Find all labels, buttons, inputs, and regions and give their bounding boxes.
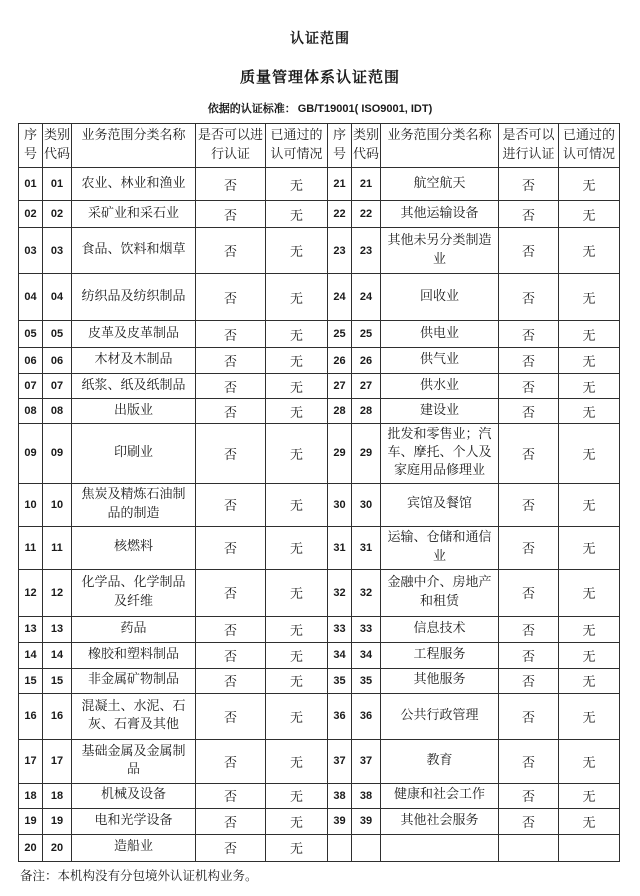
scope-name-cell: 建设业 <box>381 399 499 424</box>
header-scope-name-left: 业务范围分类名称 <box>72 124 196 168</box>
certifiable-cell: 否 <box>196 526 266 569</box>
serial-no-cell: 02 <box>19 201 43 228</box>
scope-name-cell: 工程服务 <box>381 642 499 668</box>
table-body <box>19 168 620 862</box>
scope-name-cell: 农业、林业和渔业 <box>72 168 196 201</box>
header-accreditation-right: 已通过的认可情况 <box>559 124 620 168</box>
accreditation-cell: 无 <box>266 808 328 834</box>
accreditation-cell: 无 <box>559 483 620 526</box>
serial-no-cell: 14 <box>19 642 43 668</box>
standard-label: 依据的认证标准： <box>207 102 296 115</box>
certifiable-cell: 否 <box>499 783 559 808</box>
accreditation-cell: 无 <box>266 483 328 526</box>
scope-name-cell: 化学品、化学制品及纤维 <box>72 569 196 616</box>
table-row <box>19 168 620 201</box>
serial-no-cell: 08 <box>19 399 43 424</box>
accreditation-cell: 无 <box>266 693 328 739</box>
accreditation-cell: 无 <box>559 668 620 693</box>
category-code-cell: 27 <box>352 374 381 399</box>
serial-no-cell: 34 <box>328 642 352 668</box>
serial-no-cell: 06 <box>19 348 43 374</box>
certifiable-cell: 否 <box>499 642 559 668</box>
certifiable-cell: 否 <box>499 808 559 834</box>
serial-no-cell: 37 <box>328 739 352 783</box>
category-code-cell: 20 <box>43 834 72 861</box>
accreditation-cell: 无 <box>559 201 620 228</box>
certifiable-cell: 否 <box>196 834 266 861</box>
serial-no-cell: 04 <box>19 274 43 321</box>
scope-name-cell: 供水业 <box>381 374 499 399</box>
accreditation-cell: 无 <box>266 348 328 374</box>
certifiable-cell: 否 <box>499 739 559 783</box>
accreditation-cell: 无 <box>559 642 620 668</box>
accreditation-cell: 无 <box>559 526 620 569</box>
scope-name-cell: 其他社会服务 <box>381 808 499 834</box>
scope-name-cell: 基础金属及金属制品 <box>72 739 196 783</box>
scope-name-cell: 航空航天 <box>381 168 499 201</box>
certifiable-cell: 否 <box>499 348 559 374</box>
certification-scope-table <box>18 123 620 862</box>
serial-no-cell: 39 <box>328 808 352 834</box>
category-code-cell: 38 <box>352 783 381 808</box>
scope-name-cell: 药品 <box>72 616 196 642</box>
certifiable-cell: 否 <box>499 483 559 526</box>
serial-no-cell: 15 <box>19 668 43 693</box>
table-row <box>19 642 620 668</box>
category-code-cell: 12 <box>43 569 72 616</box>
certifiable-cell: 否 <box>196 642 266 668</box>
standard-line <box>0 100 640 116</box>
accreditation-cell: 无 <box>266 228 328 274</box>
serial-no-cell: 24 <box>328 274 352 321</box>
serial-no-cell: 25 <box>328 321 352 348</box>
category-code-cell: 32 <box>352 569 381 616</box>
scope-name-cell: 其他未另分类制造业 <box>381 228 499 274</box>
certifiable-cell: 否 <box>499 168 559 201</box>
serial-no-cell: 20 <box>19 834 43 861</box>
certifiable-cell: 否 <box>196 783 266 808</box>
scope-name-cell: 食品、饮料和烟草 <box>72 228 196 274</box>
certifiable-cell: 否 <box>499 668 559 693</box>
accreditation-cell: 无 <box>266 668 328 693</box>
scope-name-cell: 批发和零售业；汽车、摩托、个人及家庭用品修理业 <box>381 424 499 484</box>
category-code-cell: 10 <box>43 483 72 526</box>
scope-name-cell: 金融中介、房地产和租赁 <box>381 569 499 616</box>
scope-name-cell: 其他运输设备 <box>381 201 499 228</box>
accreditation-cell: 无 <box>266 569 328 616</box>
page-title: 认证范围 <box>290 31 350 47</box>
accreditation-cell: 无 <box>266 168 328 201</box>
accreditation-cell: 无 <box>559 399 620 424</box>
certifiable-cell: 否 <box>196 228 266 274</box>
category-code-cell: 08 <box>43 399 72 424</box>
scope-name-cell: 焦炭及精炼石油制品的制造 <box>72 483 196 526</box>
serial-no-cell: 22 <box>328 201 352 228</box>
certifiable-cell: 否 <box>196 616 266 642</box>
category-code-cell: 29 <box>352 424 381 484</box>
serial-no-cell: 33 <box>328 616 352 642</box>
scope-name-cell: 橡胶和塑料制品 <box>72 642 196 668</box>
category-code-cell: 15 <box>43 668 72 693</box>
accreditation-cell: 无 <box>266 616 328 642</box>
table-row <box>19 483 620 526</box>
serial-no-cell: 23 <box>328 228 352 274</box>
table-row <box>19 374 620 399</box>
accreditation-cell: 无 <box>559 783 620 808</box>
serial-no-cell: 18 <box>19 783 43 808</box>
accreditation-cell: 无 <box>559 424 620 484</box>
serial-no-cell: 01 <box>19 168 43 201</box>
category-code-cell: 02 <box>43 201 72 228</box>
serial-no-cell: 32 <box>328 569 352 616</box>
header-category-code-right: 类别代码 <box>352 124 381 168</box>
scope-name-cell: 造船业 <box>72 834 196 861</box>
header-scope-name-right: 业务范围分类名称 <box>381 124 499 168</box>
category-code-cell: 04 <box>43 274 72 321</box>
scope-name-cell: 信息技术 <box>381 616 499 642</box>
accreditation-cell: 无 <box>266 201 328 228</box>
certifiable-cell <box>499 834 559 861</box>
scope-name-cell: 公共行政管理 <box>381 693 499 739</box>
category-code-cell: 26 <box>352 348 381 374</box>
accreditation-cell: 无 <box>266 526 328 569</box>
serial-no-cell: 05 <box>19 321 43 348</box>
serial-no-cell: 35 <box>328 668 352 693</box>
header-certifiable-right: 是否可以进行认证 <box>499 124 559 168</box>
table-row <box>19 348 620 374</box>
serial-no-cell: 03 <box>19 228 43 274</box>
scope-name-cell: 采矿业和采石业 <box>72 201 196 228</box>
scope-name-cell: 电和光学设备 <box>72 808 196 834</box>
certifiable-cell: 否 <box>196 739 266 783</box>
table-header <box>19 124 620 168</box>
table-row <box>19 739 620 783</box>
scope-name-cell: 出版业 <box>72 399 196 424</box>
certifiable-cell: 否 <box>499 399 559 424</box>
category-code-cell: 06 <box>43 348 72 374</box>
scope-name-cell: 混凝土、水泥、石灰、石膏及其他 <box>72 693 196 739</box>
serial-no-cell: 27 <box>328 374 352 399</box>
category-code-cell: 03 <box>43 228 72 274</box>
accreditation-cell: 无 <box>559 616 620 642</box>
table-row <box>19 616 620 642</box>
accreditation-cell: 无 <box>266 274 328 321</box>
accreditation-cell: 无 <box>559 739 620 783</box>
accreditation-cell: 无 <box>266 783 328 808</box>
scope-name-cell: 其他服务 <box>381 668 499 693</box>
accreditation-cell: 无 <box>266 424 328 484</box>
certifiable-cell: 否 <box>196 808 266 834</box>
category-code-cell: 37 <box>352 739 381 783</box>
certifiable-cell: 否 <box>196 399 266 424</box>
certifiable-cell: 否 <box>196 668 266 693</box>
table-row <box>19 668 620 693</box>
category-code-cell: 36 <box>352 693 381 739</box>
category-code-cell: 17 <box>43 739 72 783</box>
header-serial-no-right: 序号 <box>328 124 352 168</box>
category-code-cell <box>352 834 381 861</box>
serial-no-cell: 30 <box>328 483 352 526</box>
scope-name-cell: 印刷业 <box>72 424 196 484</box>
serial-no-cell: 10 <box>19 483 43 526</box>
certifiable-cell: 否 <box>196 424 266 484</box>
serial-no-cell: 16 <box>19 693 43 739</box>
table-row <box>19 834 620 861</box>
serial-no-cell <box>328 834 352 861</box>
category-code-cell: 14 <box>43 642 72 668</box>
serial-no-cell: 29 <box>328 424 352 484</box>
header-category-code-left: 类别代码 <box>43 124 72 168</box>
accreditation-cell <box>559 834 620 861</box>
category-code-cell: 28 <box>352 399 381 424</box>
serial-no-cell: 26 <box>328 348 352 374</box>
header-accreditation-left: 已通过的认可情况 <box>266 124 328 168</box>
table-row <box>19 274 620 321</box>
scope-name-cell: 非金属矿物制品 <box>72 668 196 693</box>
certifiable-cell: 否 <box>499 616 559 642</box>
scope-name-cell: 核燃料 <box>72 526 196 569</box>
scope-name-cell: 运输、仓储和通信业 <box>381 526 499 569</box>
scope-name-cell: 供气业 <box>381 348 499 374</box>
certifiable-cell: 否 <box>196 569 266 616</box>
accreditation-cell: 无 <box>559 348 620 374</box>
scope-name-cell: 纺织品及纺织制品 <box>72 274 196 321</box>
category-code-cell: 30 <box>352 483 381 526</box>
serial-no-cell: 11 <box>19 526 43 569</box>
category-code-cell: 05 <box>43 321 72 348</box>
certifiable-cell: 否 <box>499 526 559 569</box>
serial-no-cell: 12 <box>19 569 43 616</box>
scope-name-cell: 木材及木制品 <box>72 348 196 374</box>
scope-name-cell: 皮革及皮革制品 <box>72 321 196 348</box>
category-code-cell: 39 <box>352 808 381 834</box>
certifiable-cell: 否 <box>196 321 266 348</box>
scope-name-cell: 机械及设备 <box>72 783 196 808</box>
serial-no-cell: 21 <box>328 168 352 201</box>
serial-no-cell: 28 <box>328 399 352 424</box>
certifiable-cell: 否 <box>499 201 559 228</box>
category-code-cell: 16 <box>43 693 72 739</box>
table-row <box>19 783 620 808</box>
category-code-cell: 23 <box>352 228 381 274</box>
header-row <box>19 124 620 168</box>
category-code-cell: 31 <box>352 526 381 569</box>
accreditation-cell: 无 <box>559 374 620 399</box>
scope-name-cell: 宾馆及餐馆 <box>381 483 499 526</box>
certifiable-cell: 否 <box>499 569 559 616</box>
certifiable-cell: 否 <box>499 693 559 739</box>
accreditation-cell: 无 <box>559 569 620 616</box>
category-code-cell: 33 <box>352 616 381 642</box>
table-row <box>19 569 620 616</box>
table-row <box>19 201 620 228</box>
category-code-cell: 11 <box>43 526 72 569</box>
accreditation-cell: 无 <box>559 808 620 834</box>
certifiable-cell: 否 <box>499 424 559 484</box>
category-code-cell: 25 <box>352 321 381 348</box>
certifiable-cell: 否 <box>499 321 559 348</box>
table-row <box>19 526 620 569</box>
category-code-cell: 21 <box>352 168 381 201</box>
scope-name-cell: 回收业 <box>381 274 499 321</box>
certifiable-cell: 否 <box>499 274 559 321</box>
scope-name-cell <box>381 834 499 861</box>
accreditation-cell: 无 <box>559 228 620 274</box>
category-code-cell: 24 <box>352 274 381 321</box>
accreditation-cell: 无 <box>266 642 328 668</box>
serial-no-cell: 19 <box>19 808 43 834</box>
category-code-cell: 18 <box>43 783 72 808</box>
serial-no-cell: 09 <box>19 424 43 484</box>
certifiable-cell: 否 <box>196 168 266 201</box>
table-row <box>19 228 620 274</box>
category-code-cell: 22 <box>352 201 381 228</box>
certifiable-cell: 否 <box>196 693 266 739</box>
accreditation-cell: 无 <box>559 693 620 739</box>
accreditation-cell: 无 <box>559 274 620 321</box>
category-code-cell: 01 <box>43 168 72 201</box>
table-row <box>19 399 620 424</box>
scope-name-cell: 教育 <box>381 739 499 783</box>
standard-value: GB/T19001( ISO9001, IDT) <box>297 103 433 115</box>
scope-name-cell: 健康和社会工作 <box>381 783 499 808</box>
accreditation-cell: 无 <box>266 739 328 783</box>
footer-note: 备注：本机构没有分包境外认证机构业务。 <box>20 867 258 883</box>
accreditation-cell: 无 <box>559 168 620 201</box>
category-code-cell: 34 <box>352 642 381 668</box>
certifiable-cell: 否 <box>499 228 559 274</box>
certifiable-cell: 否 <box>196 374 266 399</box>
serial-no-cell: 31 <box>328 526 352 569</box>
category-code-cell: 19 <box>43 808 72 834</box>
certifiable-cell: 否 <box>196 483 266 526</box>
serial-no-cell: 13 <box>19 616 43 642</box>
accreditation-cell: 无 <box>266 399 328 424</box>
category-code-cell: 09 <box>43 424 72 484</box>
header-certifiable-left: 是否可以进行认证 <box>196 124 266 168</box>
serial-no-cell: 17 <box>19 739 43 783</box>
certifiable-cell: 否 <box>196 274 266 321</box>
table-row <box>19 321 620 348</box>
scope-name-cell: 供电业 <box>381 321 499 348</box>
accreditation-cell: 无 <box>559 321 620 348</box>
certifiable-cell: 否 <box>196 348 266 374</box>
category-code-cell: 13 <box>43 616 72 642</box>
page-subtitle: 质量管理体系认证范围 <box>239 68 400 86</box>
category-code-cell: 35 <box>352 668 381 693</box>
serial-no-cell: 36 <box>328 693 352 739</box>
serial-no-cell: 07 <box>19 374 43 399</box>
table-row <box>19 808 620 834</box>
table-row <box>19 693 620 739</box>
certifiable-cell: 否 <box>499 374 559 399</box>
serial-no-cell: 38 <box>328 783 352 808</box>
category-code-cell: 07 <box>43 374 72 399</box>
document-page <box>0 28 640 896</box>
scope-name-cell: 纸浆、纸及纸制品 <box>72 374 196 399</box>
accreditation-cell: 无 <box>266 374 328 399</box>
header-serial-no-left: 序号 <box>19 124 43 168</box>
certifiable-cell: 否 <box>196 201 266 228</box>
accreditation-cell: 无 <box>266 834 328 861</box>
table-row <box>19 424 620 484</box>
accreditation-cell: 无 <box>266 321 328 348</box>
